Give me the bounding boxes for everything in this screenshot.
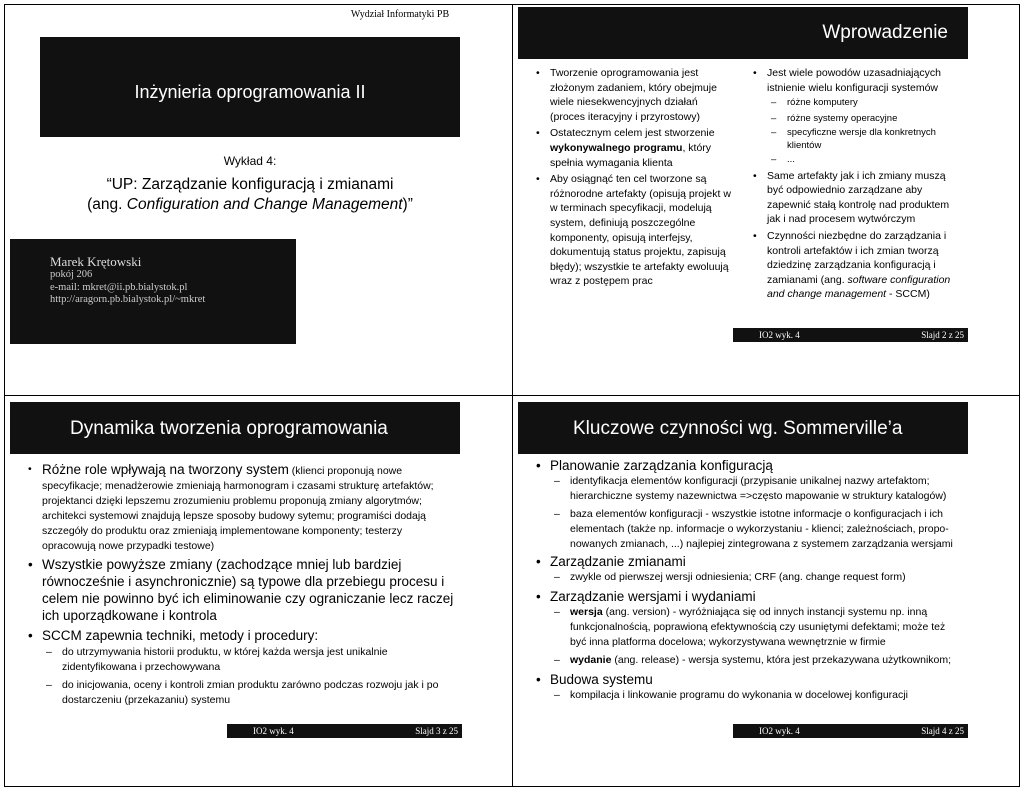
- topic-post: )”: [402, 196, 413, 213]
- list-item-bold: wykonywalnego programu: [550, 141, 683, 154]
- author-room: pokój 206: [50, 269, 93, 280]
- sub-item: – do inicjowania, oceny i kontroli zmian produktu zarówno podczas rozwoju jak i po dostarczeniu (przekazaniu) systemu: [42, 678, 456, 708]
- list-item-text: Zarządzanie wersjami i wydaniami: [550, 589, 756, 604]
- list-item: [26, 556, 456, 624]
- list-item-italic: software configuration and change management: [767, 273, 951, 301]
- list-item-detail: (klienci proponują nowe specyfikacje; menadżerowie zmieniają harmonogram i czasami strukturę artefaktów; projektanci dzięki lepszemu zrozumieniu problemu proponują zmiany algorytmów; architekci systemowi znajdują lepsze sposoby budowy sytemu; programiści dodają szczegóły do produktu oraz zmieniają implementowane komponenty; testerzy opracowują nowe przypadki testowe): [42, 465, 434, 552]
- author-url: http://aragorn.pb.bialystok.pl/~mkret: [50, 294, 206, 305]
- author-box: [10, 239, 296, 344]
- sub-item-bold: wydanie: [570, 654, 612, 666]
- slide-2-title-bar: [518, 7, 968, 59]
- list-item-text: Budowa systemu: [550, 672, 653, 687]
- list-item: [751, 229, 951, 302]
- list-item: [751, 66, 951, 168]
- list-item: [26, 627, 456, 708]
- sub-item-text: (ang. release) - wersja systemu, która jest przekazywana użytkownikom;: [611, 654, 952, 666]
- list-item-text: Jest wiele powodów uzasadniających istnienie wielu konfiguracji systemów: [767, 67, 941, 94]
- footer-slide-number: Slajd 3 z 25: [415, 726, 458, 736]
- slide-4-title: Kluczowe czynności wg. Sommerville’a: [573, 418, 903, 439]
- lecture-topic-line2: [40, 195, 460, 215]
- slide-4-list: [534, 457, 964, 703]
- list-item-text: SCCM zapewnia techniki, metody i procedury:: [42, 628, 319, 643]
- list-item-text: Ostatecznym celem jest stworzenie: [550, 127, 715, 140]
- list-item: [26, 462, 456, 554]
- slide-2-footer: [733, 328, 968, 342]
- sub-item: – specyficzne wersje dla konkretnych klientów: [767, 126, 951, 152]
- list-item-text: Wszystkie powyższe zmiany (zachodzące mniej lub bardziej równocześnie i asynchronicznie) są typowe dla przebiegu procesu i celem nie powinno być ich eliminowanie czy ograniczanie lecz raczej ich uporządkowane i kontrola: [42, 557, 454, 623]
- sub-item: – baza elementów konfiguracji - wszystkie istotne informacje o konfiguracjach i ich elementach (także np. informacje o wykorzystaniu - klienci; zależnościach, propo-nowanych zmianach, ...) najlepiej zintegrowana z systemem zarządzania wersjami: [550, 507, 964, 552]
- list-item: [534, 126, 734, 170]
- slide-4-footer: [733, 724, 968, 738]
- slide-2-right-list: [751, 66, 951, 302]
- list-item-text: Planowanie zarządzania konfiguracją: [550, 458, 773, 473]
- sub-item-text: (ang. version) - wyróżniająca się od innych instancji systemu np. inną funkcjonalnością, poprawioną efektywnością czy usuniętymi defektami; może też być inna platforma docelowa; wykorzystywana wewnętrznie w firmie: [570, 606, 946, 648]
- list-item-text: Same artefakty jak i ich zmiany muszą być odpowiednio zarządzane aby zapewnić stałą kontrolę nad produktem jak i nad procesem wytwórczym: [767, 169, 950, 226]
- sub-item: [550, 653, 964, 668]
- list-item: [534, 588, 964, 668]
- list-item: [751, 169, 951, 227]
- sub-item: – ...: [767, 152, 951, 168]
- sub-item: – identyfikacja elementów konfiguracji (przypisanie unikalnej nazwy artefaktom; hierarchiczne systemy nazewnictwa =>często mapowanie w struktury katalogów): [550, 474, 964, 504]
- sub-item: – zwykle od pierwszej wersji odniesienia; CRF (ang. change request form): [550, 570, 964, 585]
- slide-4-title-bar: [518, 402, 968, 454]
- footer-slide-number: Slajd 2 z 25: [921, 330, 964, 340]
- sub-item: – kompilacja i linkowanie programu do wykonania w docelowej konfiguracji: [550, 688, 964, 703]
- faculty-header: Wydział Informatyki PB: [350, 9, 450, 20]
- list-item: [534, 457, 964, 552]
- divider-horizontal: [4, 395, 1020, 396]
- list-item-text: Czynności niezbędne do zarządzania i kontroli artefaktów i ich zmian tworzą dziedzinę zarządzania konfiguracją i zamianami (ang.: [767, 230, 947, 286]
- topic-italic: Configuration and Change Management: [126, 196, 403, 213]
- slide-3-footer: [227, 724, 462, 738]
- sub-item: – do utrzymywania historii produktu, w której każda wersja jest unikalnie zidentyfikowana i przechowywana: [42, 645, 456, 675]
- topic-pre: (ang.: [87, 196, 127, 213]
- sub-item: [550, 605, 964, 650]
- list-item-text: - SCCM): [886, 288, 930, 301]
- list-item-text: Tworzenie oprogramowania jest złożonym zadaniem, który obejmuje wiele niesekwencyjnych działań (proces iteracyjny i przyrostowy): [550, 67, 717, 123]
- lecture-topic: [40, 175, 460, 215]
- footer-course: IO2 wyk. 4: [253, 726, 294, 736]
- sub-item: – różne komputery: [767, 95, 951, 111]
- slide-3-title: Dynamika tworzenia oprogramowania: [70, 418, 388, 439]
- list-item-text: , który spełnia wymagania klienta: [550, 141, 712, 169]
- slide-3-title-bar: [10, 402, 460, 454]
- slide-3-list: [26, 462, 456, 708]
- list-item-main: Różne role wpływają na tworzony system: [42, 462, 289, 477]
- sub-item-bold: wersja: [570, 606, 603, 618]
- list-item-text: Zarządzanie zmianami: [550, 554, 686, 569]
- list-item-text: Aby osiągnąć ten cel tworzone są różnorodne artefakty (opisują projekt w w terminach specyfikacji, modelują system, definiują poszczególne komponenty, opisują interfejsy, dokumentują status projektu, zapisują błędy); wszystkie te artefakty ewoluują wraz z postępem prac: [550, 173, 731, 288]
- sub-item: – różne systemy operacyjne: [767, 111, 951, 127]
- lecture-topic-line1: “UP: Zarządzanie konfiguracją i zmianami: [106, 176, 394, 193]
- author-email: e-mail: mkret@ii.pb.bialystok.pl: [50, 282, 188, 293]
- footer-course: IO2 wyk. 4: [759, 330, 800, 340]
- list-item: [534, 66, 734, 124]
- course-title-box: [40, 37, 460, 137]
- slide-2-title: Wprowadzenie: [822, 22, 948, 43]
- author-name: Marek Krętowski: [50, 254, 142, 269]
- list-item: [534, 671, 964, 703]
- course-title: Inżynieria oprogramowania II: [134, 82, 366, 102]
- footer-course: IO2 wyk. 4: [759, 726, 800, 736]
- list-item: [534, 172, 734, 289]
- slide-2-left-list: [534, 66, 734, 289]
- lecture-number: Wykład 4:: [223, 154, 277, 168]
- list-item: [534, 553, 964, 585]
- footer-slide-number: Slajd 4 z 25: [921, 726, 964, 736]
